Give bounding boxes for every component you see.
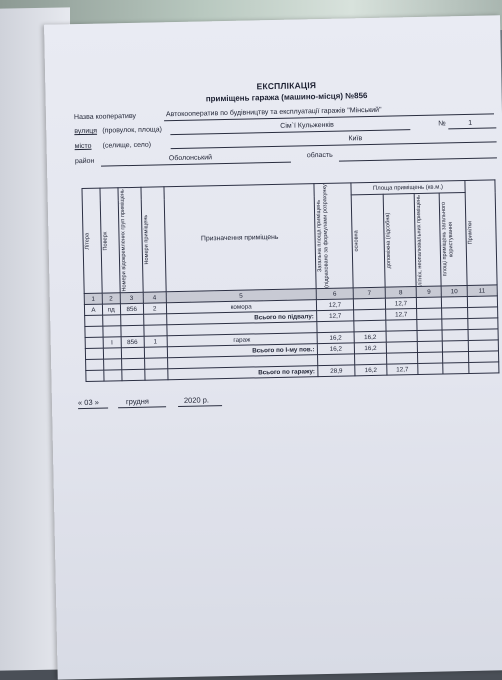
- street-label: вулиця: [74, 127, 98, 136]
- col-number: 4: [143, 292, 166, 303]
- cell-main: [354, 309, 386, 321]
- summary-label: Всього по підвалу:: [166, 311, 316, 325]
- col-number: 6: [316, 288, 354, 300]
- cell-total: 16,2: [317, 332, 355, 344]
- header-poverkh: Поверх: [100, 188, 120, 293]
- cell-purpose: комора: [166, 300, 316, 314]
- date-month: грудня: [125, 396, 149, 407]
- summary-label: Всього по гаражу:: [167, 366, 317, 380]
- document-title: ЕКСПЛІКАЦІЯ: [256, 80, 317, 92]
- cell-living: [417, 297, 442, 309]
- coop-label: Назва кооперативу: [73, 112, 137, 122]
- cell-litera: [85, 337, 103, 348]
- header-main: основна: [352, 194, 385, 288]
- cell-purpose: гараж: [167, 333, 317, 347]
- date-month-underline: [118, 406, 166, 408]
- cell-notes: [468, 329, 499, 341]
- cell-group: 856: [120, 303, 143, 314]
- col-number: 9: [416, 286, 441, 298]
- col-number: 3: [120, 292, 143, 303]
- cell-main: 16,2: [355, 364, 387, 376]
- col-number: 8: [385, 287, 417, 299]
- cell-aux: [386, 331, 418, 343]
- header-total: Загальна площа приміщень (підраховано за формулами розрахунку: [314, 183, 354, 289]
- cell-main: [354, 298, 386, 310]
- city-value: Київ: [348, 135, 363, 143]
- cell-living: [417, 330, 442, 342]
- header-aux: допоміжна (підсобна): [383, 194, 416, 288]
- cell-total: 12,7: [316, 299, 354, 311]
- coop-value: Автокооператив по будівництву та експлуатації гаражів "Мінський": [165, 106, 382, 119]
- header-area-group: Площа приміщень (кв.м.): [351, 181, 464, 195]
- date-year-underline: [178, 405, 222, 407]
- date-day-underline: [78, 408, 108, 410]
- date-year: 2020 р.: [183, 395, 210, 405]
- col-number: 1: [84, 293, 102, 304]
- district-label: район: [74, 157, 95, 166]
- document-content: [73, 69, 493, 408]
- cell-common: [442, 296, 467, 308]
- district-underline: [101, 162, 291, 167]
- cell-poverkh: пд: [102, 304, 120, 315]
- district-value: Оболонський: [168, 154, 213, 163]
- header-groups: Номери відокремлених груп приміщень: [118, 187, 143, 292]
- explication-table: [81, 179, 499, 382]
- city-hint: (селище, село): [102, 141, 152, 150]
- cell-poverkh: І: [103, 337, 121, 348]
- cell-aux: 12,7: [385, 298, 417, 310]
- cell-room: 2: [143, 303, 166, 314]
- document-subtitle: приміщень гаража (машино-місця) №856: [205, 91, 368, 104]
- city-label: місто: [74, 142, 92, 151]
- cell-aux: [386, 342, 418, 354]
- region-label: область: [306, 151, 333, 160]
- date-day: « 03 »: [77, 397, 99, 408]
- header-litera: Літера: [82, 188, 102, 293]
- city-underline: [171, 141, 497, 149]
- cell-litera: А: [84, 304, 102, 315]
- cell-room: 1: [144, 336, 167, 347]
- number-underline: [448, 127, 496, 129]
- street-hint: (провулок, площа): [102, 126, 163, 135]
- header-rooms: Номери приміщень: [141, 187, 166, 292]
- cell-main: 16,2: [354, 331, 386, 343]
- cell-notes: [467, 296, 498, 308]
- cell-aux: 12,7: [385, 309, 417, 321]
- cell-aux: 12,7: [386, 364, 418, 376]
- header-common: площі приміщень загального користування: [440, 193, 467, 287]
- col-number: 2: [102, 293, 120, 304]
- street-underline: [170, 129, 410, 135]
- cell-total: 16,2: [317, 343, 355, 355]
- cell-common: [442, 329, 467, 341]
- street-value: Сім`ї Кульженків: [280, 121, 334, 130]
- col-number: 10: [441, 285, 466, 297]
- document-page: [44, 15, 502, 679]
- cell-total: 28,9: [317, 365, 355, 377]
- cell-main: 16,2: [355, 342, 387, 354]
- col-number: 5: [166, 289, 316, 303]
- summary-label: Всього по І-му пов.:: [167, 344, 317, 358]
- number-label: №: [438, 120, 446, 128]
- number-value: 1: [468, 119, 473, 127]
- header-purpose: Призначення приміщень: [164, 184, 316, 292]
- col-number: 7: [353, 287, 385, 299]
- header-notes: Примітки: [464, 180, 497, 286]
- col-number: 11: [467, 285, 498, 297]
- cell-group: 856: [121, 336, 144, 347]
- cell-total: 12,7: [316, 310, 354, 322]
- header-living: літніх, неопалювальних приміщень: [414, 193, 441, 287]
- region-underline: [339, 157, 497, 161]
